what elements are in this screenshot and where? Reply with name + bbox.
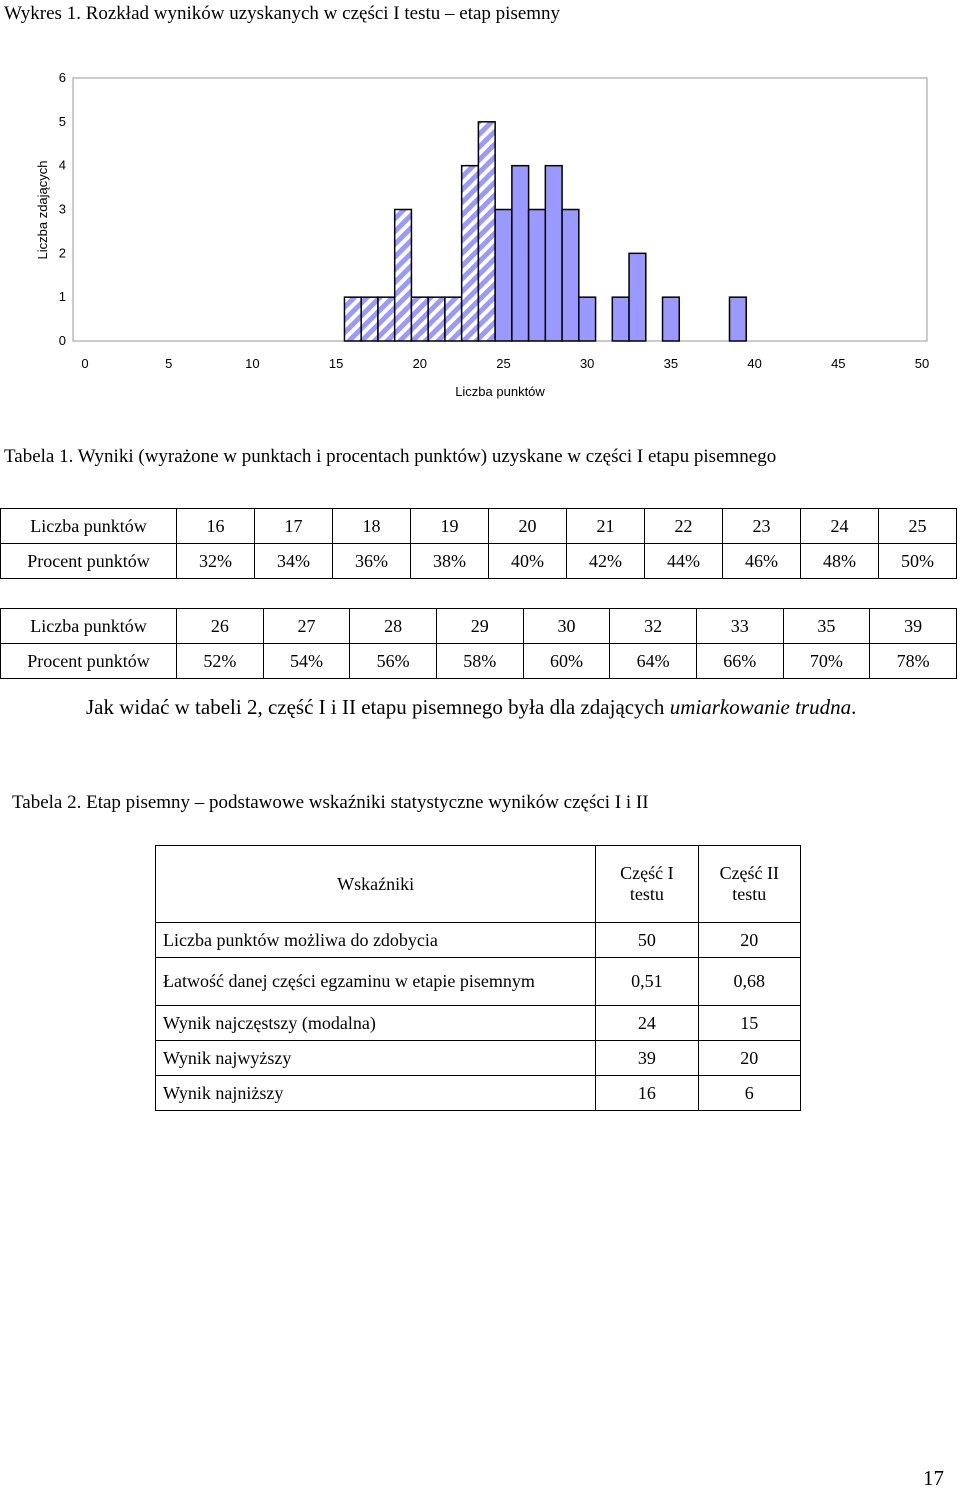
histogram-bar xyxy=(512,166,529,341)
histogram-bar xyxy=(629,253,646,341)
percent-cell: 40% xyxy=(489,544,567,579)
percent-cell: 48% xyxy=(801,544,879,579)
part-1-value: 24 xyxy=(596,1006,698,1041)
histogram-bar xyxy=(529,210,546,342)
histogram-bar xyxy=(462,166,479,341)
percent-cell: 52% xyxy=(177,644,264,679)
row-label: Liczba punktów xyxy=(1,509,177,544)
paragraph-italic: umiarkowanie trudna xyxy=(669,695,852,719)
percent-cell: 46% xyxy=(723,544,801,579)
points-row xyxy=(1,609,957,644)
header-indicator: Wskaźniki xyxy=(156,846,596,923)
points-cell: 33 xyxy=(696,609,783,644)
percent-cell: 58% xyxy=(436,644,523,679)
percent-cell: 64% xyxy=(610,644,697,679)
y-tick-label: 3 xyxy=(58,201,66,217)
points-table-2 xyxy=(0,608,957,679)
points-cell: 16 xyxy=(177,509,255,544)
points-cell: 35 xyxy=(783,609,870,644)
percent-cell: 66% xyxy=(696,644,783,679)
histogram-bar xyxy=(395,210,412,342)
x-tick-label: 45 xyxy=(831,356,846,371)
percent-cell: 34% xyxy=(255,544,333,579)
part-1-value: 39 xyxy=(596,1041,698,1076)
y-axis-label: Liczba zdających xyxy=(35,160,50,260)
points-cell: 27 xyxy=(263,609,350,644)
histogram-bar xyxy=(663,297,680,341)
percent-cell: 42% xyxy=(567,544,645,579)
header-part-1: Część I testu xyxy=(596,846,698,923)
table-row xyxy=(156,1076,801,1111)
histogram-bar xyxy=(411,297,428,341)
y-tick-label: 0 xyxy=(58,333,66,348)
x-tick-label: 0 xyxy=(81,356,89,371)
indicator-label: Wynik najwyższy xyxy=(156,1041,596,1076)
y-tick-label: 6 xyxy=(58,70,66,85)
points-cell: 23 xyxy=(723,509,801,544)
part-2-value: 20 xyxy=(698,1041,800,1076)
points-cell: 29 xyxy=(436,609,523,644)
percent-cell: 38% xyxy=(411,544,489,579)
x-tick-label: 50 xyxy=(914,356,930,371)
percent-cell: 44% xyxy=(645,544,723,579)
histogram-chart xyxy=(0,50,960,410)
stats-header-row xyxy=(156,846,801,923)
part-2-value: 20 xyxy=(698,923,800,958)
histogram-bar xyxy=(428,297,445,341)
histogram-bar xyxy=(478,122,495,341)
histogram-bar xyxy=(344,297,361,341)
part-1-value: 16 xyxy=(596,1076,698,1111)
percent-cell: 32% xyxy=(177,544,255,579)
part-2-value: 0,68 xyxy=(698,958,800,1006)
x-tick-label: 30 xyxy=(579,356,595,371)
table-row xyxy=(156,1041,801,1076)
row-label: Liczba punktów xyxy=(1,609,177,644)
points-cell: 32 xyxy=(610,609,697,644)
histogram-bar xyxy=(445,297,462,341)
points-cell: 17 xyxy=(255,509,333,544)
indicator-label: Liczba punktów możliwa do zdobycia xyxy=(156,923,596,958)
percent-cell: 70% xyxy=(783,644,870,679)
histogram-bar xyxy=(579,297,596,341)
x-axis-label: Liczba punktów xyxy=(455,384,545,399)
header-part-2: Część II testu xyxy=(698,846,800,923)
part-1-value: 0,51 xyxy=(596,958,698,1006)
points-table-1 xyxy=(0,508,957,579)
part-2-value: 6 xyxy=(698,1076,800,1111)
row-label: Procent punktów xyxy=(1,544,177,579)
indicator-label: Łatwość danej części egzaminu w etapie pisemnym xyxy=(156,958,596,1006)
part-2-value: 15 xyxy=(698,1006,800,1041)
histogram-bar xyxy=(378,297,395,341)
percent-cell: 50% xyxy=(879,544,957,579)
points-cell: 30 xyxy=(523,609,610,644)
points-cell: 20 xyxy=(489,509,567,544)
points-cell: 26 xyxy=(177,609,264,644)
points-cell: 24 xyxy=(801,509,879,544)
histogram-bar xyxy=(562,210,579,342)
indicator-label: Wynik najniższy xyxy=(156,1076,596,1111)
points-cell: 19 xyxy=(411,509,489,544)
points-cell: 21 xyxy=(567,509,645,544)
percent-row xyxy=(1,544,957,579)
x-tick-label: 25 xyxy=(496,356,511,371)
x-tick-label: 10 xyxy=(245,356,260,371)
points-cell: 28 xyxy=(350,609,437,644)
table1-caption: Tabela 1. Wyniki (wyrażone w punktach i procentach punktów) uzyskane w części I etapu pisemnego xyxy=(4,446,777,467)
histogram-bar xyxy=(612,297,629,341)
x-tick-label: 15 xyxy=(328,356,344,371)
paragraph-text: Jak widać w tabeli 2, część I i II etapu pisemnego była dla zdających xyxy=(86,695,670,719)
histogram-bar xyxy=(495,210,512,342)
percent-row xyxy=(1,644,957,679)
y-tick-label: 1 xyxy=(58,289,66,305)
table-row xyxy=(156,923,801,958)
points-cell: 22 xyxy=(645,509,723,544)
table-row xyxy=(156,1006,801,1041)
histogram-bar xyxy=(545,166,562,341)
stats-table xyxy=(155,845,801,1111)
points-cell: 39 xyxy=(870,609,957,644)
table-row xyxy=(156,958,801,1006)
histogram-bar xyxy=(729,297,746,341)
y-tick-label: 4 xyxy=(58,157,66,173)
row-label: Procent punktów xyxy=(1,644,177,679)
y-tick-label: 5 xyxy=(58,113,66,129)
page-number: 17 xyxy=(923,1466,944,1490)
percent-cell: 36% xyxy=(333,544,411,579)
part-1-value: 50 xyxy=(596,923,698,958)
points-cell: 25 xyxy=(879,509,957,544)
histogram-bar xyxy=(361,297,378,341)
indicator-label: Wynik najczęstszy (modalna) xyxy=(156,1006,596,1041)
body-paragraph xyxy=(12,693,947,722)
table2-caption: Tabela 2. Etap pisemny – podstawowe wskaźniki statystyczne wyników części I i II xyxy=(12,792,649,813)
percent-cell: 78% xyxy=(870,644,957,679)
paragraph-end: . xyxy=(851,695,857,719)
x-tick-label: 40 xyxy=(747,356,762,371)
percent-cell: 56% xyxy=(350,644,437,679)
percent-cell: 54% xyxy=(263,644,350,679)
percent-cell: 60% xyxy=(523,644,610,679)
x-tick-label: 20 xyxy=(412,356,428,371)
x-tick-label: 35 xyxy=(663,356,679,371)
y-tick-label: 2 xyxy=(58,245,66,261)
chart-caption: Wykres 1. Rozkład wyników uzyskanych w części I testu – etap pisemny xyxy=(4,3,561,24)
points-row xyxy=(1,509,957,544)
x-tick-label: 5 xyxy=(165,356,173,371)
points-cell: 18 xyxy=(333,509,411,544)
